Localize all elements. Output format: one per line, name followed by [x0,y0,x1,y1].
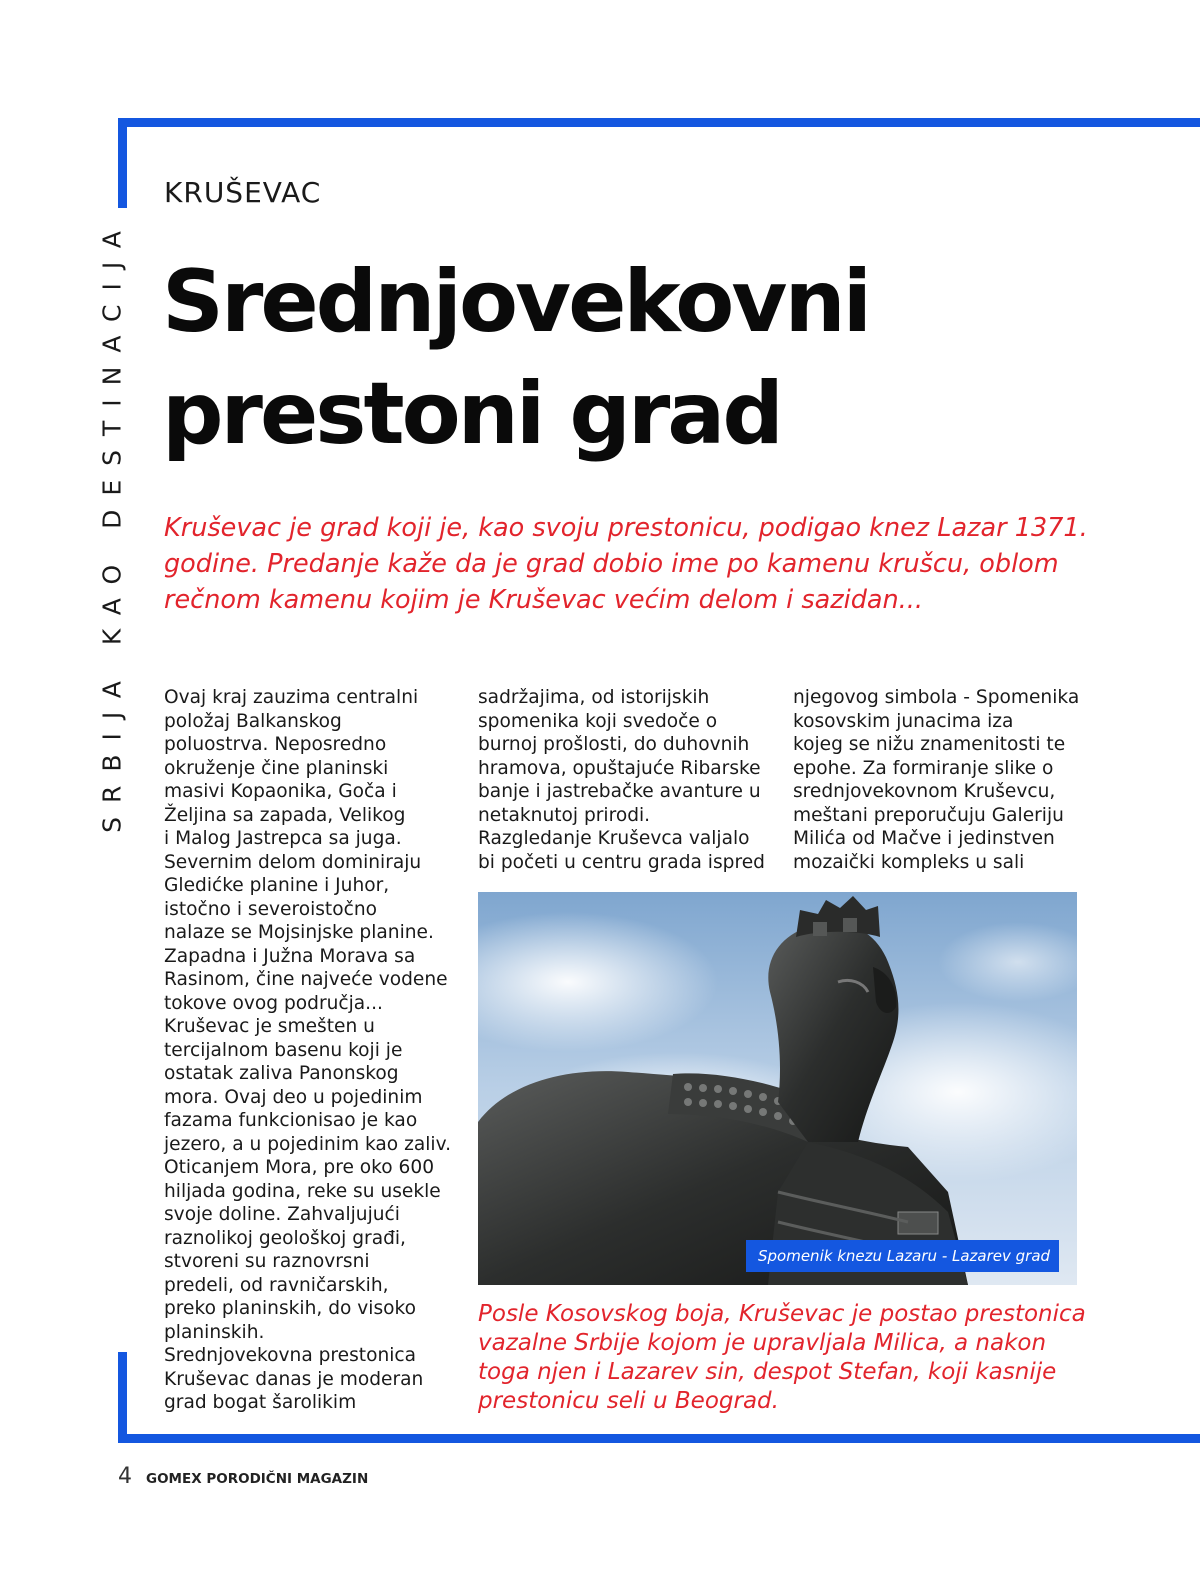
body-column-3: njegovog simbola - Spomenika kosovskim junacima iza kojeg se nižu znamenitosti te epohe. Za formiranje slike o srednjovekovnom Kruševcu, meštani preporučuju Galeriju Milića od Mačve i jedinstven mozaički kompleks u sali [793,687,1080,873]
statue-illustration [478,892,1077,1285]
page-footer [118,1464,368,1489]
statue-photo [478,892,1077,1285]
body-column-2: sadržajima, od istorijskih spomenika koji svedoče o burnoj prošlosti, do duhovnih hramova, opuštajuće Ribarske banje i jastrebačke avanture u netaknutoj prirodi. Razgledanje Kruševca valjalo bi početi u centru grada ispred [478,687,765,873]
lead-paragraph: Kruševac je grad koji je, kao svoju prestonicu, podigao knez Lazar 1371. godine. Predanje kaže da je grad dobio ime po kamenu krušcu, oblom rečnom kamenu kojim je Kruševac većim delom i sazidan... [164,513,1088,615]
headline-line-1: Srednjovekovni [162,252,870,352]
top-accent-bar [118,118,1200,127]
pull-quote: Posle Kosovskog boja, Kruševac je postao prestonica vazalne Srbije kojom je upravljala Milica, a nakon toga njen i Lazarev sin, despot Stefan, koji kasnije prestonicu seli u Beograd. [478,1301,1086,1414]
headline [162,246,1162,470]
headline-line-2: prestoni grad [162,364,781,464]
photo-caption: Spomenik knezu Lazaru - Lazarev grad [746,1240,1059,1272]
magazine-name: GOMEX PORODIČNI MAGAZIN [146,1471,369,1487]
kicker: KRUŠEVAC [164,176,322,209]
page-number: 4 [118,1464,132,1489]
section-label: SRBIJA KAO DESTINACIJA [97,217,127,833]
body-column-1: Ovaj kraj zauzima centralni položaj Balkanskog poluostrva. Neposredno okruženje čine planinski masivi Kopaonika, Goča i Željina sa zapada, Velikog i Malog Jastrepca sa juga. Severnim delom dominiraju Gledićke planine i Juhor, istočno i severoistočno nalaze se Mojsinjske planine. Zapadna i Južna Morava sa Rasinom, čine najveće vodene tokove ovog područja... Kruševac je smešten u tercijalnom basenu koji je ostatak zaliva Panonskog mora. Ovaj deo u pojedinim fazama funkcionisao je kao jezero, a u pojedinim kao zaliv. Oticanjem Mora, pre oko 600 hiljada godina, reke su usekle svoje doline. Zahvaljujući raznolikoj geološkoj građi, stvoreni su raznovrsni predeli, od ravničarskih, preko planinskih, do visoko planinskih. Srednjovekovna prestonica Kruševac danas je moderan grad bogat šarolikim [164,687,452,1413]
left-accent-bar-top [118,118,127,208]
left-accent-bar-bottom [118,1352,127,1442]
bottom-accent-bar [118,1434,1200,1443]
